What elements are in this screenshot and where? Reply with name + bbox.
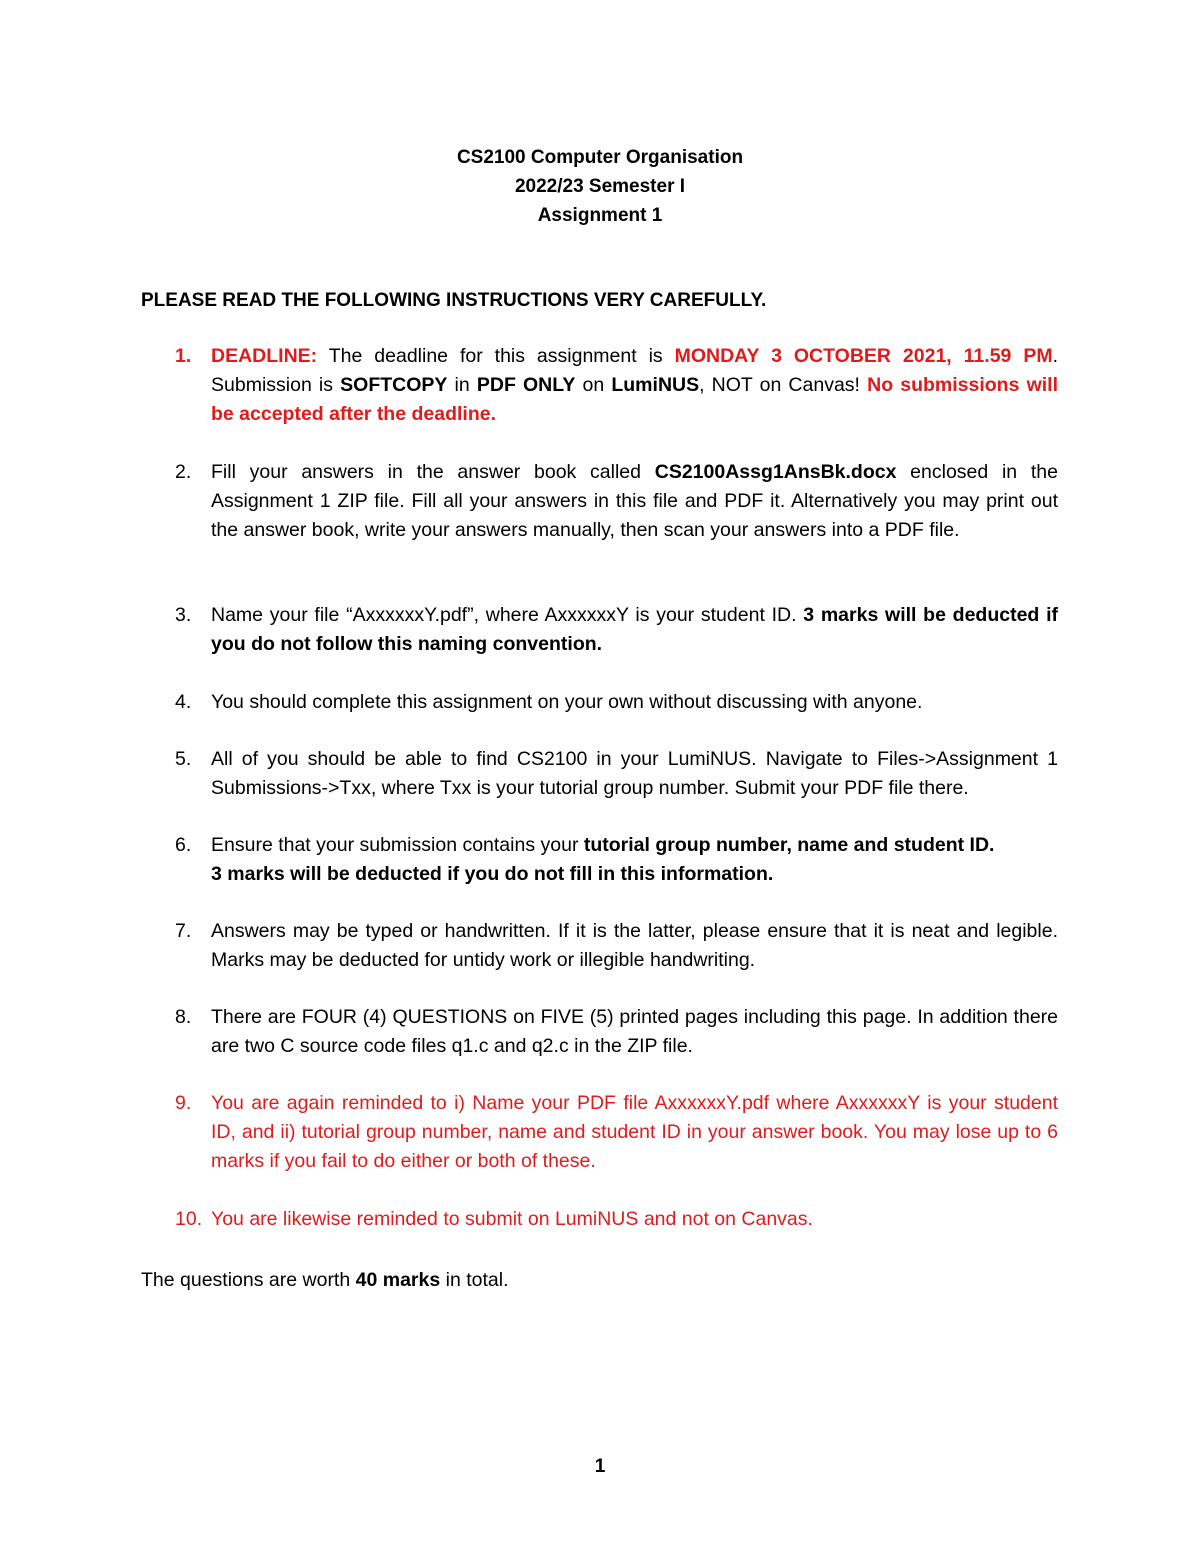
course-title: CS2100 Computer Organisation bbox=[456, 147, 744, 168]
item-number: 5. bbox=[175, 748, 192, 770]
item-text bbox=[211, 1089, 1058, 1176]
info-penalty-text: 3 marks will be deducted if you do not fill in this information. bbox=[211, 863, 774, 885]
page-number: 1 bbox=[594, 1456, 606, 1477]
deadline-label: DEADLINE: bbox=[211, 345, 318, 367]
item-text bbox=[211, 745, 1058, 803]
item-number: 9. bbox=[175, 1092, 192, 1114]
answer-book-filename: CS2100Assg1AnsBk.docx bbox=[654, 461, 897, 483]
item-text-segment: You are again reminded to i) Name your PDF file AxxxxxxY.pdf where AxxxxxxY is your student ID, and ii) tutorial group number, name and student ID in your answer book. You may lose up to 6 marks if you fail to do either or both of these. bbox=[211, 1092, 1058, 1172]
total-marks-statement bbox=[141, 1266, 509, 1295]
closing-text-segment: in total. bbox=[440, 1269, 509, 1291]
no-late-submission-warning: No submissions will be accepted after the deadline. bbox=[211, 374, 1058, 425]
softcopy-text: SOFTCOPY bbox=[340, 374, 448, 396]
item-text-segment: enclosed in the Assignment 1 ZIP file. Fill all your answers in this file and PDF it. Alternatively you may print out the answer book, write your answers manually, then scan your answers into a PDF file. bbox=[211, 461, 1058, 541]
item-text-segment: . Submission is bbox=[211, 345, 1058, 396]
item-number: 10. bbox=[175, 1208, 203, 1230]
item-text-segment: You should complete this assignment on your own without discussing with anyone. bbox=[211, 691, 923, 713]
semester-title: 2022/23 Semester I bbox=[514, 176, 686, 197]
pdf-only-text: PDF ONLY bbox=[476, 374, 576, 396]
item-text-segment: Ensure that your submission contains your bbox=[211, 834, 584, 856]
item-number: 1. bbox=[175, 345, 192, 367]
item-text bbox=[211, 601, 1058, 659]
item-text-segment: You are likewise reminded to submit on LumiNUS and not on Canvas. bbox=[211, 1208, 813, 1230]
item-number: 2. bbox=[175, 461, 192, 483]
item-number: 6. bbox=[175, 834, 192, 856]
item-text bbox=[211, 688, 1058, 717]
closing-text-segment: The questions are worth bbox=[141, 1269, 356, 1291]
item-text bbox=[211, 917, 1058, 975]
assignment-title: Assignment 1 bbox=[537, 205, 663, 226]
item-text-segment: All of you should be able to find CS2100 in your LumiNUS. Navigate to Files->Assignment 1 Submissions->Txx, where Txx is your tutorial group number. Submit your PDF file there. bbox=[211, 748, 1058, 799]
item-text bbox=[211, 458, 1058, 545]
total-marks: 40 marks bbox=[355, 1269, 441, 1291]
item-text-segment: Answers may be typed or handwritten. If it is the latter, please ensure that it is neat and legible. Marks may be deducted for untidy work or illegible handwriting. bbox=[211, 920, 1058, 971]
item-text-segment: on bbox=[575, 374, 612, 396]
item-text bbox=[211, 1003, 1058, 1061]
item-text bbox=[211, 1205, 1058, 1234]
item-text bbox=[211, 342, 1058, 429]
item-text-segment: , NOT on Canvas! bbox=[699, 374, 868, 396]
required-info-text: tutorial group number, name and student ID. bbox=[583, 834, 995, 856]
item-number: 7. bbox=[175, 920, 192, 942]
document-title-block bbox=[0, 143, 1200, 230]
item-number: 3. bbox=[175, 604, 192, 626]
item-text-segment: in bbox=[447, 374, 477, 396]
deadline-date: MONDAY 3 OCTOBER 2021, 11.59 PM bbox=[674, 345, 1053, 367]
item-text bbox=[211, 831, 1058, 889]
item-text-segment: There are FOUR (4) QUESTIONS on FIVE (5) printed pages including this page. In addition there are two C source code files q1.c and q2.c in the ZIP file. bbox=[211, 1006, 1058, 1057]
item-text-segment: Name your file “AxxxxxxY.pdf”, where AxxxxxxY is your student ID. bbox=[211, 604, 804, 626]
item-text-segment: The deadline for this assignment is bbox=[317, 345, 675, 367]
item-text-segment: Fill your answers in the answer book called bbox=[211, 461, 655, 483]
item-number: 4. bbox=[175, 691, 192, 713]
instructions-heading: PLEASE READ THE FOLLOWING INSTRUCTIONS VERY CAREFULLY. bbox=[141, 290, 767, 311]
luminus-text: LumiNUS bbox=[611, 374, 700, 396]
item-number: 8. bbox=[175, 1006, 192, 1028]
naming-penalty-text: 3 marks will be deducted if you do not follow this naming convention. bbox=[211, 604, 1058, 655]
